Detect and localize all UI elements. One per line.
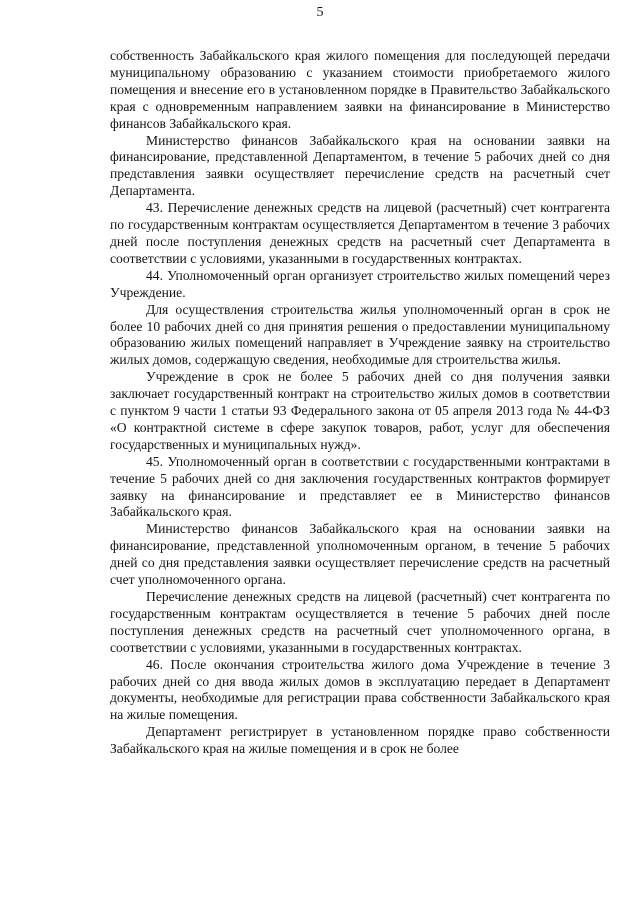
- paragraph-department-registration: Департамент регистрирует в установленном порядке право собственности Забайкальского края на жилые помещения и в срок не более: [110, 724, 610, 757]
- paragraph-ministry-finance-authorized-body: Министерство финансов Забайкальского края на основании заявки на финансирование, представленной уполномоченным органом, в течение 5 рабочих дней со дня представления заявки осуществляет перечисление средств на расчетный счет уполномоченного органа.: [110, 521, 610, 588]
- paragraph-item-43: 43. Перечисление денежных средств на лицевой (расчетный) счет контрагента по государственным контрактам осуществляется Департаментом в течение 3 рабочих дней после поступления денежных средств на расчетный счет Департамента в соответствии с условиями, указанными в государственных контрактах.: [110, 200, 610, 266]
- paragraph-state-contract: Учреждение в срок не более 5 рабочих дней со дня получения заявки заключает государственный контракт на строительство жилых домов в соответствии с пунктом 9 части 1 статьи 93 Федерального закона от 05 апреля 2013 года № 44-ФЗ «О контрактной системе в сфере закупок товаров, работ, услуг для обеспечения государственных и муниципальных нужд».: [110, 369, 610, 452]
- paragraph-construction-request: Для осуществления строительства жилья уполномоченный орган в срок не более 10 рабочих дней со дня принятия решения о предоставлении муниципальному образованию жилых помещений направляет в Учреждение заявку на строительство жилых домов, содержащую сведения, необходимые для строительства жилья.: [110, 301, 610, 368]
- paragraph-item-44: 44. Уполномоченный орган организует строительство жилых помещений через Учреждение.: [110, 267, 610, 300]
- paragraph-ministry-finance-department: Министерство финансов Забайкальского края на основании заявки на финансирование, представленной Департаментом, в течение 5 рабочих дней со дня представления заявки осуществляет перечисление средств на расчетный счет Департамента.: [110, 132, 610, 199]
- paragraph-continuation: собственность Забайкальского края жилого помещения для последующей передачи муниципальному образованию с указанием стоимости приобретаемого жилого помещения и внесение его в установленном порядке в Правительство Забайкальского края с одновременным направлением заявки на финансирование в Министерство финансов Забайкальского края.: [110, 48, 610, 131]
- paragraph-item-45: 45. Уполномоченный орган в соответствии с государственными контрактами в течение 5 рабочих дней со дня заключения государственных контрактов формирует заявку на финансирование и представляет ее в Министерство финансов Забайкальского края.: [110, 453, 610, 520]
- document-body: [110, 48, 610, 758]
- page-number: 5: [316, 5, 324, 20]
- paragraph-item-46: 46. После окончания строительства жилого дома Учреждение в течение 3 рабочих дней со дня ввода жилых домов в эксплуатацию передает в Департамент документы, необходимые для регистрации права собственности Забайкальского края на жилые помещения.: [110, 656, 610, 723]
- paragraph-funds-transfer: Перечисление денежных средств на лицевой (расчетный) счет контрагента по государственным контрактам осуществляется в течение 5 рабочих дней после поступления денежных средств на расчетный счет уполномоченного органа, в соответствии с условиями, указанными в государственных контрактах.: [110, 589, 610, 655]
